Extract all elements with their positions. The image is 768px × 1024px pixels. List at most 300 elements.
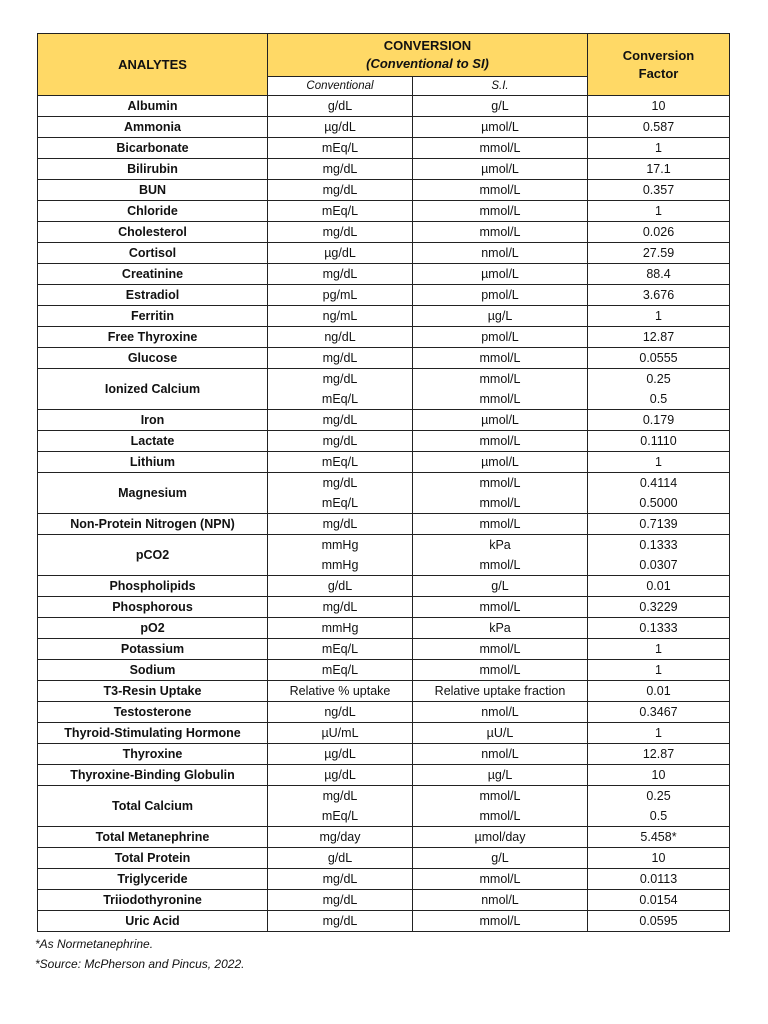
conversion-factor-cell	[588, 639, 730, 660]
conversion-factor: 0.1333	[639, 538, 678, 552]
conventional-unit-cell	[268, 618, 413, 639]
conversion-factor: 5.458*	[640, 830, 677, 844]
table-row	[38, 848, 730, 869]
analyte-name: Total Calcium	[38, 786, 268, 827]
conversion-factor: 0.5	[649, 392, 668, 406]
si-unit-cell	[413, 576, 588, 597]
footnote-source: *Source: McPherson and Pincus, 2022.	[35, 957, 245, 971]
conventional-unit-cell	[268, 473, 413, 514]
conversion-factor-cell	[588, 744, 730, 765]
si-unit-cell	[413, 848, 588, 869]
conventional-unit: mg/dL	[322, 225, 358, 239]
si-unit-cell	[413, 765, 588, 786]
table-row	[38, 138, 730, 159]
conversion-factor: 0.5000	[639, 496, 678, 510]
si-unit: pmol/L	[481, 288, 519, 302]
conversion-factor-cell	[588, 159, 730, 180]
si-unit: mmol/L	[479, 496, 521, 510]
analyte-name: Magnesium	[38, 473, 268, 514]
table-row	[38, 911, 730, 932]
conversion-factor: 0.5	[649, 809, 668, 823]
conversion-factor: 1	[655, 455, 662, 469]
conventional-unit: mg/dL	[322, 413, 358, 427]
si-unit: mmol/L	[479, 372, 521, 386]
analyte-name: Triglyceride	[38, 869, 268, 890]
si-unit-cell	[413, 827, 588, 848]
si-unit-cell	[413, 96, 588, 117]
si-unit-cell	[413, 306, 588, 327]
si-unit: g/L	[491, 851, 509, 865]
conventional-unit: mg/dL	[322, 914, 358, 928]
table-row	[38, 243, 730, 264]
conventional-unit: mg/dL	[322, 476, 358, 490]
conversion-factor: 88.4	[646, 267, 671, 281]
conversion-factor-cell	[588, 348, 730, 369]
conversion-factor-cell	[588, 786, 730, 827]
conventional-unit: g/dL	[327, 851, 353, 865]
si-unit: mmol/L	[479, 789, 521, 803]
analyte-name: Phospholipids	[38, 576, 268, 597]
si-unit: µg/L	[487, 309, 513, 323]
conventional-unit: mg/dL	[322, 351, 358, 365]
conversion-factor-cell	[588, 306, 730, 327]
conventional-unit: mg/dL	[322, 162, 358, 176]
si-unit: nmol/L	[481, 747, 519, 761]
conventional-unit: mg/dL	[322, 600, 358, 614]
conventional-unit-cell	[268, 827, 413, 848]
conventional-unit: mmHg	[321, 538, 359, 552]
si-unit-cell	[413, 744, 588, 765]
analyte-name: Bicarbonate	[38, 138, 268, 159]
si-unit: nmol/L	[481, 893, 519, 907]
si-unit-cell	[413, 639, 588, 660]
conversion-factor-cell	[588, 452, 730, 473]
conversion-factor-cell	[588, 618, 730, 639]
conventional-unit: µg/dL	[324, 747, 356, 761]
si-unit: mmol/L	[479, 225, 521, 239]
conventional-unit-cell	[268, 911, 413, 932]
conventional-unit: µg/dL	[324, 768, 356, 782]
conversion-factor-cell	[588, 597, 730, 618]
si-unit-cell	[413, 410, 588, 431]
si-unit: kPa	[489, 621, 511, 635]
conversion-factor: 10	[651, 851, 666, 865]
conversion-factor: 0.0113	[639, 872, 678, 886]
conversion-factor-cell	[588, 702, 730, 723]
conversion-factor: 0.7139	[639, 517, 678, 531]
si-unit: µmol/L	[481, 120, 519, 134]
analyte-name: Cortisol	[38, 243, 268, 264]
conventional-unit-cell	[268, 744, 413, 765]
table-row	[38, 827, 730, 848]
si-unit-cell	[413, 535, 588, 576]
conversion-factor-cell	[588, 535, 730, 576]
si-unit-cell	[413, 681, 588, 702]
header-conversion-subtitle: (Conventional to SI)	[366, 56, 489, 71]
conventional-unit-cell	[268, 681, 413, 702]
analyte-name: Albumin	[38, 96, 268, 117]
conventional-unit-cell	[268, 576, 413, 597]
conventional-unit: mEq/L	[321, 809, 359, 823]
conventional-unit: mmHg	[321, 558, 359, 572]
analyte-name: T3-Resin Uptake	[38, 681, 268, 702]
conventional-unit: mg/dL	[322, 372, 358, 386]
analyte-name: Creatinine	[38, 264, 268, 285]
header-conversion-title: CONVERSION	[383, 38, 472, 53]
conversion-factor-cell	[588, 327, 730, 348]
si-unit: mmol/L	[479, 642, 521, 656]
table-row	[38, 514, 730, 535]
si-unit: mmol/L	[479, 434, 521, 448]
si-unit-cell	[413, 660, 588, 681]
conversion-factor: 1	[655, 204, 662, 218]
conversion-factor-cell	[588, 765, 730, 786]
si-unit: µmol/L	[481, 267, 519, 281]
analyte-name: Total Metanephrine	[38, 827, 268, 848]
conversion-factor-cell	[588, 827, 730, 848]
si-unit-cell	[413, 702, 588, 723]
header-si: S.I.	[413, 77, 588, 96]
analyte-name: Thyroid-Stimulating Hormone	[38, 723, 268, 744]
table-row	[38, 535, 730, 576]
conventional-unit: mEq/L	[321, 455, 359, 469]
table-row	[38, 744, 730, 765]
si-unit: µmol/L	[481, 162, 519, 176]
si-unit: mmol/L	[479, 392, 521, 406]
table-row	[38, 306, 730, 327]
conversion-factor-cell	[588, 138, 730, 159]
analyte-name: Lactate	[38, 431, 268, 452]
conversion-factor: 10	[651, 768, 666, 782]
table-body	[38, 96, 730, 932]
si-unit: mmol/L	[479, 914, 521, 928]
table-row	[38, 180, 730, 201]
conventional-unit: ng/mL	[322, 309, 358, 323]
conventional-unit-cell	[268, 138, 413, 159]
si-unit: mmol/L	[479, 204, 521, 218]
si-unit: mmol/L	[479, 351, 521, 365]
conversion-factor: 0.3467	[639, 705, 678, 719]
si-unit-cell	[413, 514, 588, 535]
conversion-factor: 0.0154	[639, 893, 678, 907]
conventional-unit-cell	[268, 639, 413, 660]
conversion-factor: 0.179	[642, 413, 675, 427]
footnote-normetanephrine: *As Normetanephrine.	[35, 937, 154, 951]
analyte-name: Iron	[38, 410, 268, 431]
conventional-unit-cell	[268, 348, 413, 369]
conventional-unit: mEq/L	[321, 663, 359, 677]
si-unit-cell	[413, 369, 588, 410]
si-unit: mmol/L	[479, 872, 521, 886]
footnotes	[37, 934, 729, 974]
conversion-factor-cell	[588, 96, 730, 117]
analyte-name: Total Protein	[38, 848, 268, 869]
conventional-unit-cell	[268, 723, 413, 744]
conventional-unit-cell	[268, 597, 413, 618]
si-unit-cell	[413, 473, 588, 514]
analyte-name: Potassium	[38, 639, 268, 660]
analyte-name: Sodium	[38, 660, 268, 681]
table-row	[38, 869, 730, 890]
conventional-unit-cell	[268, 869, 413, 890]
si-unit: nmol/L	[481, 246, 519, 260]
si-unit: pmol/L	[481, 330, 519, 344]
conversion-factor-cell	[588, 222, 730, 243]
si-unit-cell	[413, 348, 588, 369]
conventional-unit: mg/dL	[322, 267, 358, 281]
conventional-unit-cell	[268, 159, 413, 180]
analyte-name: Thyroxine	[38, 744, 268, 765]
conversion-factor: 0.1110	[640, 434, 677, 448]
table-row	[38, 765, 730, 786]
si-unit: mmol/L	[479, 558, 521, 572]
analyte-name: Bilirubin	[38, 159, 268, 180]
conventional-unit: mg/dL	[322, 872, 358, 886]
si-unit: mmol/L	[479, 663, 521, 677]
conventional-unit: µU/mL	[321, 726, 359, 740]
header-factor-line2: Factor	[638, 65, 679, 81]
table-row	[38, 159, 730, 180]
si-unit: µmol/day	[474, 830, 526, 844]
analyte-name: Testosterone	[38, 702, 268, 723]
conversion-factor: 3.676	[642, 288, 675, 302]
table-row	[38, 702, 730, 723]
analyte-name: Estradiol	[38, 285, 268, 306]
conventional-unit: ng/dL	[324, 705, 356, 719]
analyte-name: Ionized Calcium	[38, 369, 268, 410]
analyte-name: Lithium	[38, 452, 268, 473]
table-header	[38, 34, 730, 96]
conventional-unit: mEq/L	[321, 392, 359, 406]
conventional-unit: mEq/L	[321, 642, 359, 656]
si-unit-cell	[413, 138, 588, 159]
conventional-unit-cell	[268, 369, 413, 410]
conversion-factor-cell	[588, 660, 730, 681]
conversion-factor: 10	[651, 99, 666, 113]
table-row	[38, 660, 730, 681]
analyte-name: Ammonia	[38, 117, 268, 138]
conversion-factor-cell	[588, 848, 730, 869]
analyte-name: pO2	[38, 618, 268, 639]
conversion-factor: 1	[655, 141, 662, 155]
conversion-factor-cell	[588, 473, 730, 514]
analyte-name: Ferritin	[38, 306, 268, 327]
table-row	[38, 410, 730, 431]
header-conversion-factor	[588, 34, 730, 96]
analyte-name: BUN	[38, 180, 268, 201]
table-row	[38, 117, 730, 138]
conversion-factor-cell	[588, 911, 730, 932]
table-row	[38, 96, 730, 117]
table-row	[38, 473, 730, 514]
conventional-unit-cell	[268, 222, 413, 243]
conversion-factor: 0.1333	[639, 621, 678, 635]
conventional-unit-cell	[268, 848, 413, 869]
conversion-factor: 1	[655, 642, 662, 656]
si-unit: mmol/L	[479, 476, 521, 490]
conventional-unit: pg/mL	[322, 288, 358, 302]
conventional-unit-cell	[268, 201, 413, 222]
conventional-unit-cell	[268, 180, 413, 201]
conversion-factor: 1	[655, 309, 662, 323]
si-unit-cell	[413, 618, 588, 639]
conventional-unit: Relative % uptake	[289, 684, 391, 698]
table-row	[38, 201, 730, 222]
header-factor-line1: Conversion	[622, 47, 695, 63]
conventional-unit: mg/dL	[322, 183, 358, 197]
si-unit: mmol/L	[479, 141, 521, 155]
conversion-factor-cell	[588, 723, 730, 744]
conventional-unit: mg/dL	[322, 789, 358, 803]
conventional-unit-cell	[268, 306, 413, 327]
si-unit-cell	[413, 911, 588, 932]
conversion-factor-cell	[588, 285, 730, 306]
analyte-name: Thyroxine-Binding Globulin	[38, 765, 268, 786]
si-unit: mmol/L	[479, 517, 521, 531]
conversion-factor-cell	[588, 117, 730, 138]
table-row	[38, 222, 730, 243]
conversion-factor-cell	[588, 681, 730, 702]
conversion-table-container	[37, 33, 729, 974]
conventional-unit-cell	[268, 660, 413, 681]
conventional-unit: mg/dL	[322, 434, 358, 448]
conventional-unit: mg/dL	[322, 517, 358, 531]
conversion-factor-cell	[588, 431, 730, 452]
conventional-unit-cell	[268, 431, 413, 452]
conventional-unit: mEq/L	[321, 496, 359, 510]
table-row	[38, 431, 730, 452]
si-unit-cell	[413, 786, 588, 827]
conversion-factor: 27.59	[642, 246, 675, 260]
conversion-factor: 0.3229	[639, 600, 678, 614]
si-unit-cell	[413, 597, 588, 618]
table-row	[38, 452, 730, 473]
conventional-unit-cell	[268, 765, 413, 786]
analyte-name: Phosphorous	[38, 597, 268, 618]
si-unit-cell	[413, 327, 588, 348]
si-unit-cell	[413, 243, 588, 264]
conversion-factor: 0.587	[642, 120, 675, 134]
si-unit-cell	[413, 431, 588, 452]
conventional-unit-cell	[268, 702, 413, 723]
conversion-factor: 0.25	[646, 372, 671, 386]
conventional-unit: mg/dL	[322, 893, 358, 907]
analyte-name: Chloride	[38, 201, 268, 222]
conventional-unit-cell	[268, 96, 413, 117]
table-row	[38, 681, 730, 702]
si-unit: µmol/L	[481, 455, 519, 469]
conversion-factor-cell	[588, 576, 730, 597]
table-row	[38, 327, 730, 348]
analyte-name: Non-Protein Nitrogen (NPN)	[38, 514, 268, 535]
si-unit-cell	[413, 180, 588, 201]
conversion-table	[37, 33, 730, 932]
conversion-factor: 0.01	[646, 684, 671, 698]
conversion-factor-cell	[588, 264, 730, 285]
conversion-factor: 1	[655, 663, 662, 677]
conventional-unit: mEq/L	[321, 141, 359, 155]
conversion-factor: 12.87	[642, 747, 675, 761]
table-row	[38, 890, 730, 911]
conversion-factor: 0.026	[642, 225, 675, 239]
conversion-factor: 0.0555	[639, 351, 678, 365]
table-row	[38, 639, 730, 660]
conventional-unit-cell	[268, 786, 413, 827]
analyte-name: pCO2	[38, 535, 268, 576]
si-unit-cell	[413, 285, 588, 306]
si-unit: µg/L	[487, 768, 513, 782]
analyte-name: Triiodothyronine	[38, 890, 268, 911]
si-unit-cell	[413, 159, 588, 180]
header-conversion	[268, 34, 588, 77]
si-unit: nmol/L	[481, 705, 519, 719]
si-unit-cell	[413, 201, 588, 222]
table-row	[38, 597, 730, 618]
conventional-unit-cell	[268, 243, 413, 264]
table-row	[38, 369, 730, 410]
conventional-unit-cell	[268, 327, 413, 348]
conventional-unit-cell	[268, 452, 413, 473]
si-unit-cell	[413, 452, 588, 473]
si-unit: Relative uptake fraction	[434, 684, 566, 698]
si-unit-cell	[413, 890, 588, 911]
conversion-factor: 0.01	[646, 579, 671, 593]
conventional-unit-cell	[268, 410, 413, 431]
conversion-factor: 0.357	[642, 183, 675, 197]
conversion-factor-cell	[588, 201, 730, 222]
conventional-unit: mmHg	[321, 621, 359, 635]
si-unit: kPa	[489, 538, 511, 552]
table-row	[38, 618, 730, 639]
si-unit-cell	[413, 117, 588, 138]
conventional-unit-cell	[268, 514, 413, 535]
si-unit-cell	[413, 723, 588, 744]
conventional-unit: mg/day	[319, 830, 361, 844]
conversion-factor-cell	[588, 243, 730, 264]
si-unit: mmol/L	[479, 600, 521, 614]
si-unit: g/L	[491, 99, 509, 113]
conversion-factor: 1	[655, 726, 662, 740]
conventional-unit: µg/dL	[324, 120, 356, 134]
conversion-factor-cell	[588, 180, 730, 201]
table-row	[38, 264, 730, 285]
conventional-unit-cell	[268, 890, 413, 911]
analyte-name: Uric Acid	[38, 911, 268, 932]
conversion-factor-cell	[588, 410, 730, 431]
conversion-factor: 17.1	[646, 162, 671, 176]
analyte-name: Free Thyroxine	[38, 327, 268, 348]
conversion-factor-cell	[588, 369, 730, 410]
conventional-unit: µg/dL	[324, 246, 356, 260]
table-row	[38, 723, 730, 744]
analyte-name: Glucose	[38, 348, 268, 369]
si-unit: mmol/L	[479, 183, 521, 197]
conventional-unit-cell	[268, 285, 413, 306]
conversion-factor: 0.4114	[639, 476, 678, 490]
conversion-factor: 0.25	[646, 789, 671, 803]
conversion-factor: 0.0595	[639, 914, 678, 928]
conversion-factor-cell	[588, 869, 730, 890]
conventional-unit: ng/dL	[324, 330, 356, 344]
conversion-factor-cell	[588, 890, 730, 911]
table-row	[38, 348, 730, 369]
conventional-unit-cell	[268, 264, 413, 285]
table-row	[38, 576, 730, 597]
si-unit-cell	[413, 264, 588, 285]
conversion-factor-cell	[588, 514, 730, 535]
conventional-unit-cell	[268, 535, 413, 576]
si-unit-cell	[413, 869, 588, 890]
